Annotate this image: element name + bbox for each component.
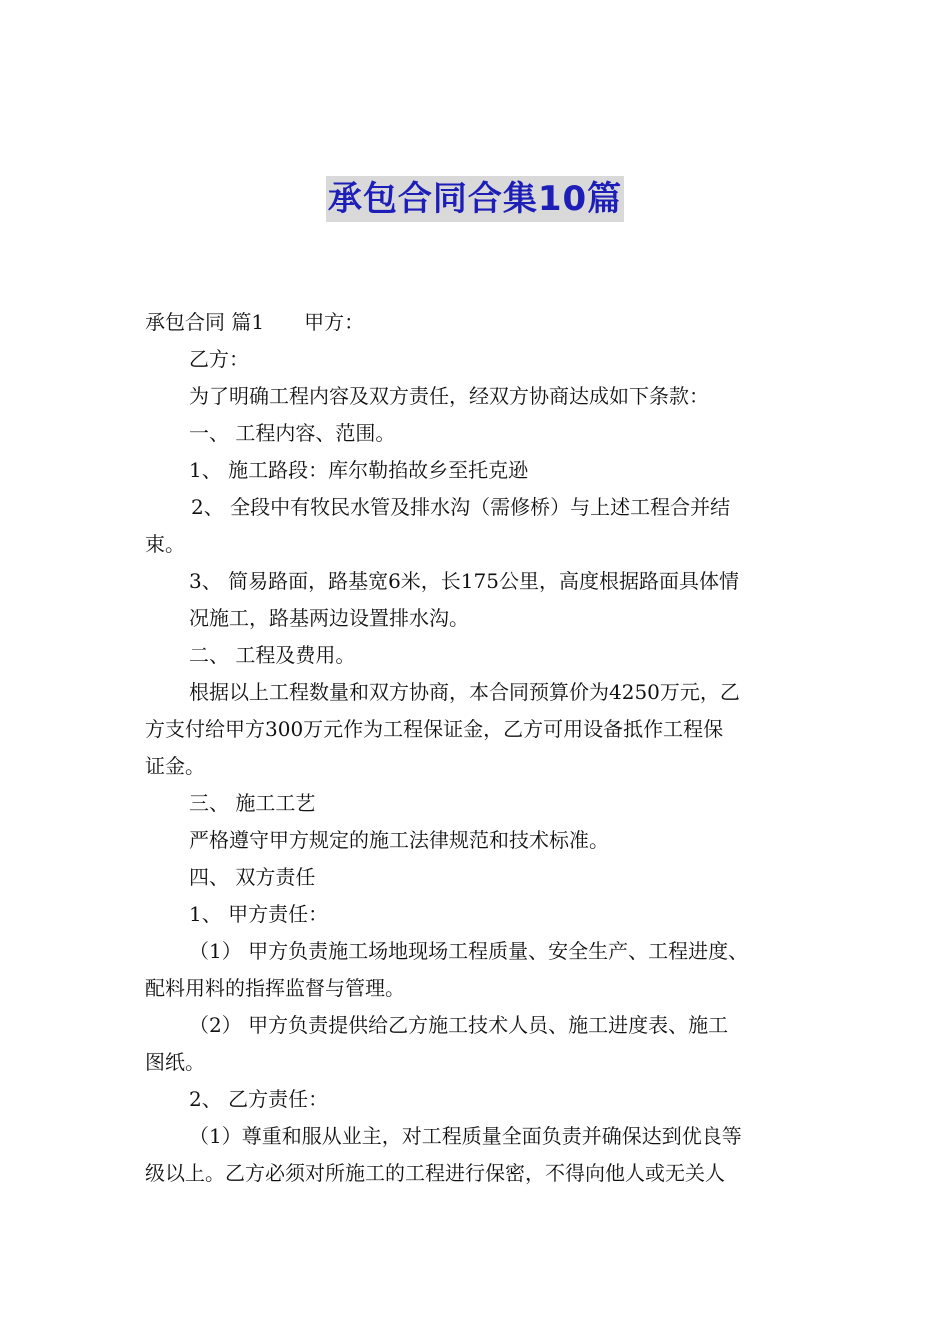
paragraph: 1、 施工路段：库尔勒掐故乡至托克逊 xyxy=(189,458,529,482)
title-container xyxy=(0,176,950,222)
paragraph: 2、 全段中有牧民水管及排水沟（需修桥）与上述工程合并结 xyxy=(191,495,731,519)
document-title: 承包合同合集10篇 xyxy=(326,176,624,222)
paragraph: 2、 乙方责任： xyxy=(189,1087,329,1111)
section-heading: 三、 施工工艺 xyxy=(189,791,316,815)
paragraph: 严格遵守甲方规定的施工法律规范和技术标准。 xyxy=(189,828,609,852)
paragraph: （2） 甲方负责提供给乙方施工技术人员、施工进度表、施工 xyxy=(189,1013,729,1037)
paragraph: 为了明确工程内容及双方责任，经双方协商达成如下条款： xyxy=(189,384,709,408)
paragraph-continuation: 况施工，路基两边设置排水沟。 xyxy=(189,606,469,630)
section-label: 承包合同 篇1 xyxy=(145,310,265,334)
paragraph-continuation: 方支付给甲方300万元作为工程保证金，乙方可用设备抵作工程保 xyxy=(145,717,724,741)
paragraph: （1） 甲方负责施工场地现场工程质量、安全生产、工程进度、 xyxy=(189,939,749,963)
section-heading: 四、 双方责任 xyxy=(189,865,316,889)
paragraph: 3、 简易路面，路基宽6米，长175公里，高度根据路面具体情 xyxy=(189,569,739,593)
paragraph-continuation: 图纸。 xyxy=(145,1050,205,1074)
paragraph-continuation: 配料用料的指挥监督与管理。 xyxy=(145,976,405,1000)
paragraph-continuation: 级以上。乙方必须对所施工的工程进行保密，不得向他人或无关人 xyxy=(145,1161,725,1185)
paragraph: 根据以上工程数量和双方协商，本合同预算价为4250万元，乙 xyxy=(189,680,740,704)
document-body xyxy=(145,304,825,1192)
section-heading: 二、 工程及费用。 xyxy=(189,643,356,667)
section-heading: 一、 工程内容、范围。 xyxy=(189,421,396,445)
paragraph: （1）尊重和服从业主，对工程质量全面负责并确保达到优良等 xyxy=(189,1124,742,1148)
paragraph-heading-line xyxy=(145,304,825,341)
paragraph: 1、 甲方责任： xyxy=(189,902,329,926)
party-b-line: 乙方： xyxy=(189,347,249,371)
paragraph-continuation: 束。 xyxy=(145,532,185,556)
party-a-label: 甲方： xyxy=(304,310,365,334)
paragraph-continuation: 证金。 xyxy=(145,754,205,778)
